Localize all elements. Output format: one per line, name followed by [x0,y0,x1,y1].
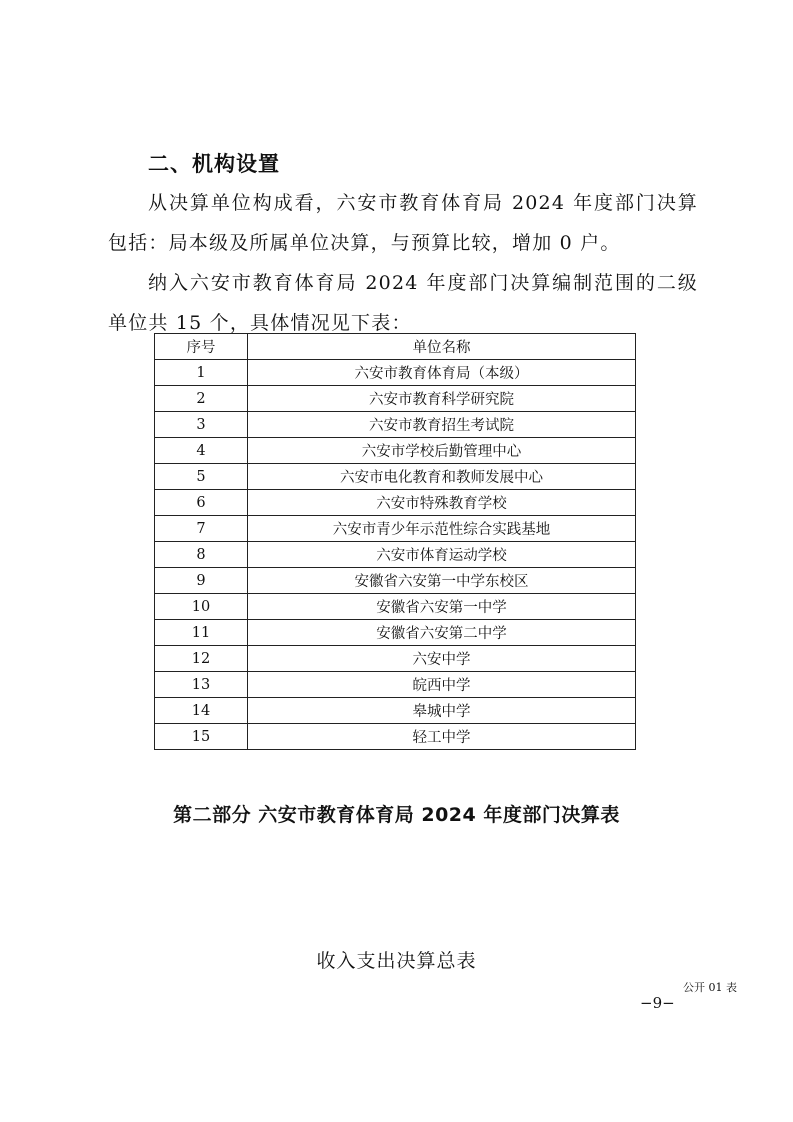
table-row [155,542,636,568]
row-unit-name-cell: 六安中学 [248,646,636,672]
header-unit-name: 单位名称 [248,334,636,360]
row-index-cell: 4 [155,438,248,464]
row-unit-name-cell: 轻工中学 [248,724,636,750]
table-row [155,464,636,490]
table-row [155,620,636,646]
page-number: −9− [640,994,675,1012]
row-unit-name-cell: 六安市学校后勤管理中心 [248,438,636,464]
row-unit-name-cell: 安徽省六安第一中学东校区 [248,568,636,594]
table-row [155,672,636,698]
table-row [155,516,636,542]
row-unit-name-cell: 六安市特殊教育学校 [248,490,636,516]
table-header-row [155,334,636,360]
table-row [155,698,636,724]
table-row [155,412,636,438]
row-unit-name-cell: 六安市体育运动学校 [248,542,636,568]
row-index-cell: 6 [155,490,248,516]
table-title: 收入支出决算总表 [316,950,477,972]
row-unit-name-cell: 六安市电化教育和教师发展中心 [248,464,636,490]
table-row [155,594,636,620]
row-index-cell: 13 [155,672,248,698]
row-index-cell: 10 [155,594,248,620]
row-index-cell: 9 [155,568,248,594]
row-index-cell: 2 [155,386,248,412]
table-row [155,646,636,672]
row-unit-name-cell: 皋城中学 [248,698,636,724]
row-index-cell: 11 [155,620,248,646]
part-title: 第二部分 六安市教育体育局 2024 年度部门决算表 [173,804,620,826]
row-index-cell: 15 [155,724,248,750]
table-row [155,386,636,412]
row-index-cell: 1 [155,360,248,386]
row-unit-name-cell: 皖西中学 [248,672,636,698]
section-heading: 二、机构设置 [148,152,280,176]
header-index: 序号 [155,334,248,360]
row-index-cell: 8 [155,542,248,568]
row-unit-name-cell: 六安市教育科学研究院 [248,386,636,412]
row-index-cell: 7 [155,516,248,542]
form-number: 公开 01 表 [683,981,737,994]
paragraph-budget-composition: 从决算单位构成看，六安市教育体育局 2024 年度部门决算包括：局本级及所属单位决算，与预算比较，增加 0 户。 [108,192,698,254]
table-row [155,568,636,594]
row-unit-name-cell: 六安市教育体育局（本级） [248,360,636,386]
row-unit-name-cell: 安徽省六安第二中学 [248,620,636,646]
table-body [155,360,636,750]
row-index-cell: 14 [155,698,248,724]
row-index-cell: 12 [155,646,248,672]
paragraph-unit-scope: 纳入六安市教育体育局 2024 年度部门决算编制范围的二级单位共 15 个，具体情况见下表： [108,272,698,334]
unit-table [154,333,636,750]
table-row [155,490,636,516]
row-unit-name-cell: 六安市教育招生考试院 [248,412,636,438]
row-index-cell: 5 [155,464,248,490]
table-row [155,360,636,386]
table-row [155,438,636,464]
row-unit-name-cell: 六安市青少年示范性综合实践基地 [248,516,636,542]
table-row [155,724,636,750]
row-index-cell: 3 [155,412,248,438]
row-unit-name-cell: 安徽省六安第一中学 [248,594,636,620]
